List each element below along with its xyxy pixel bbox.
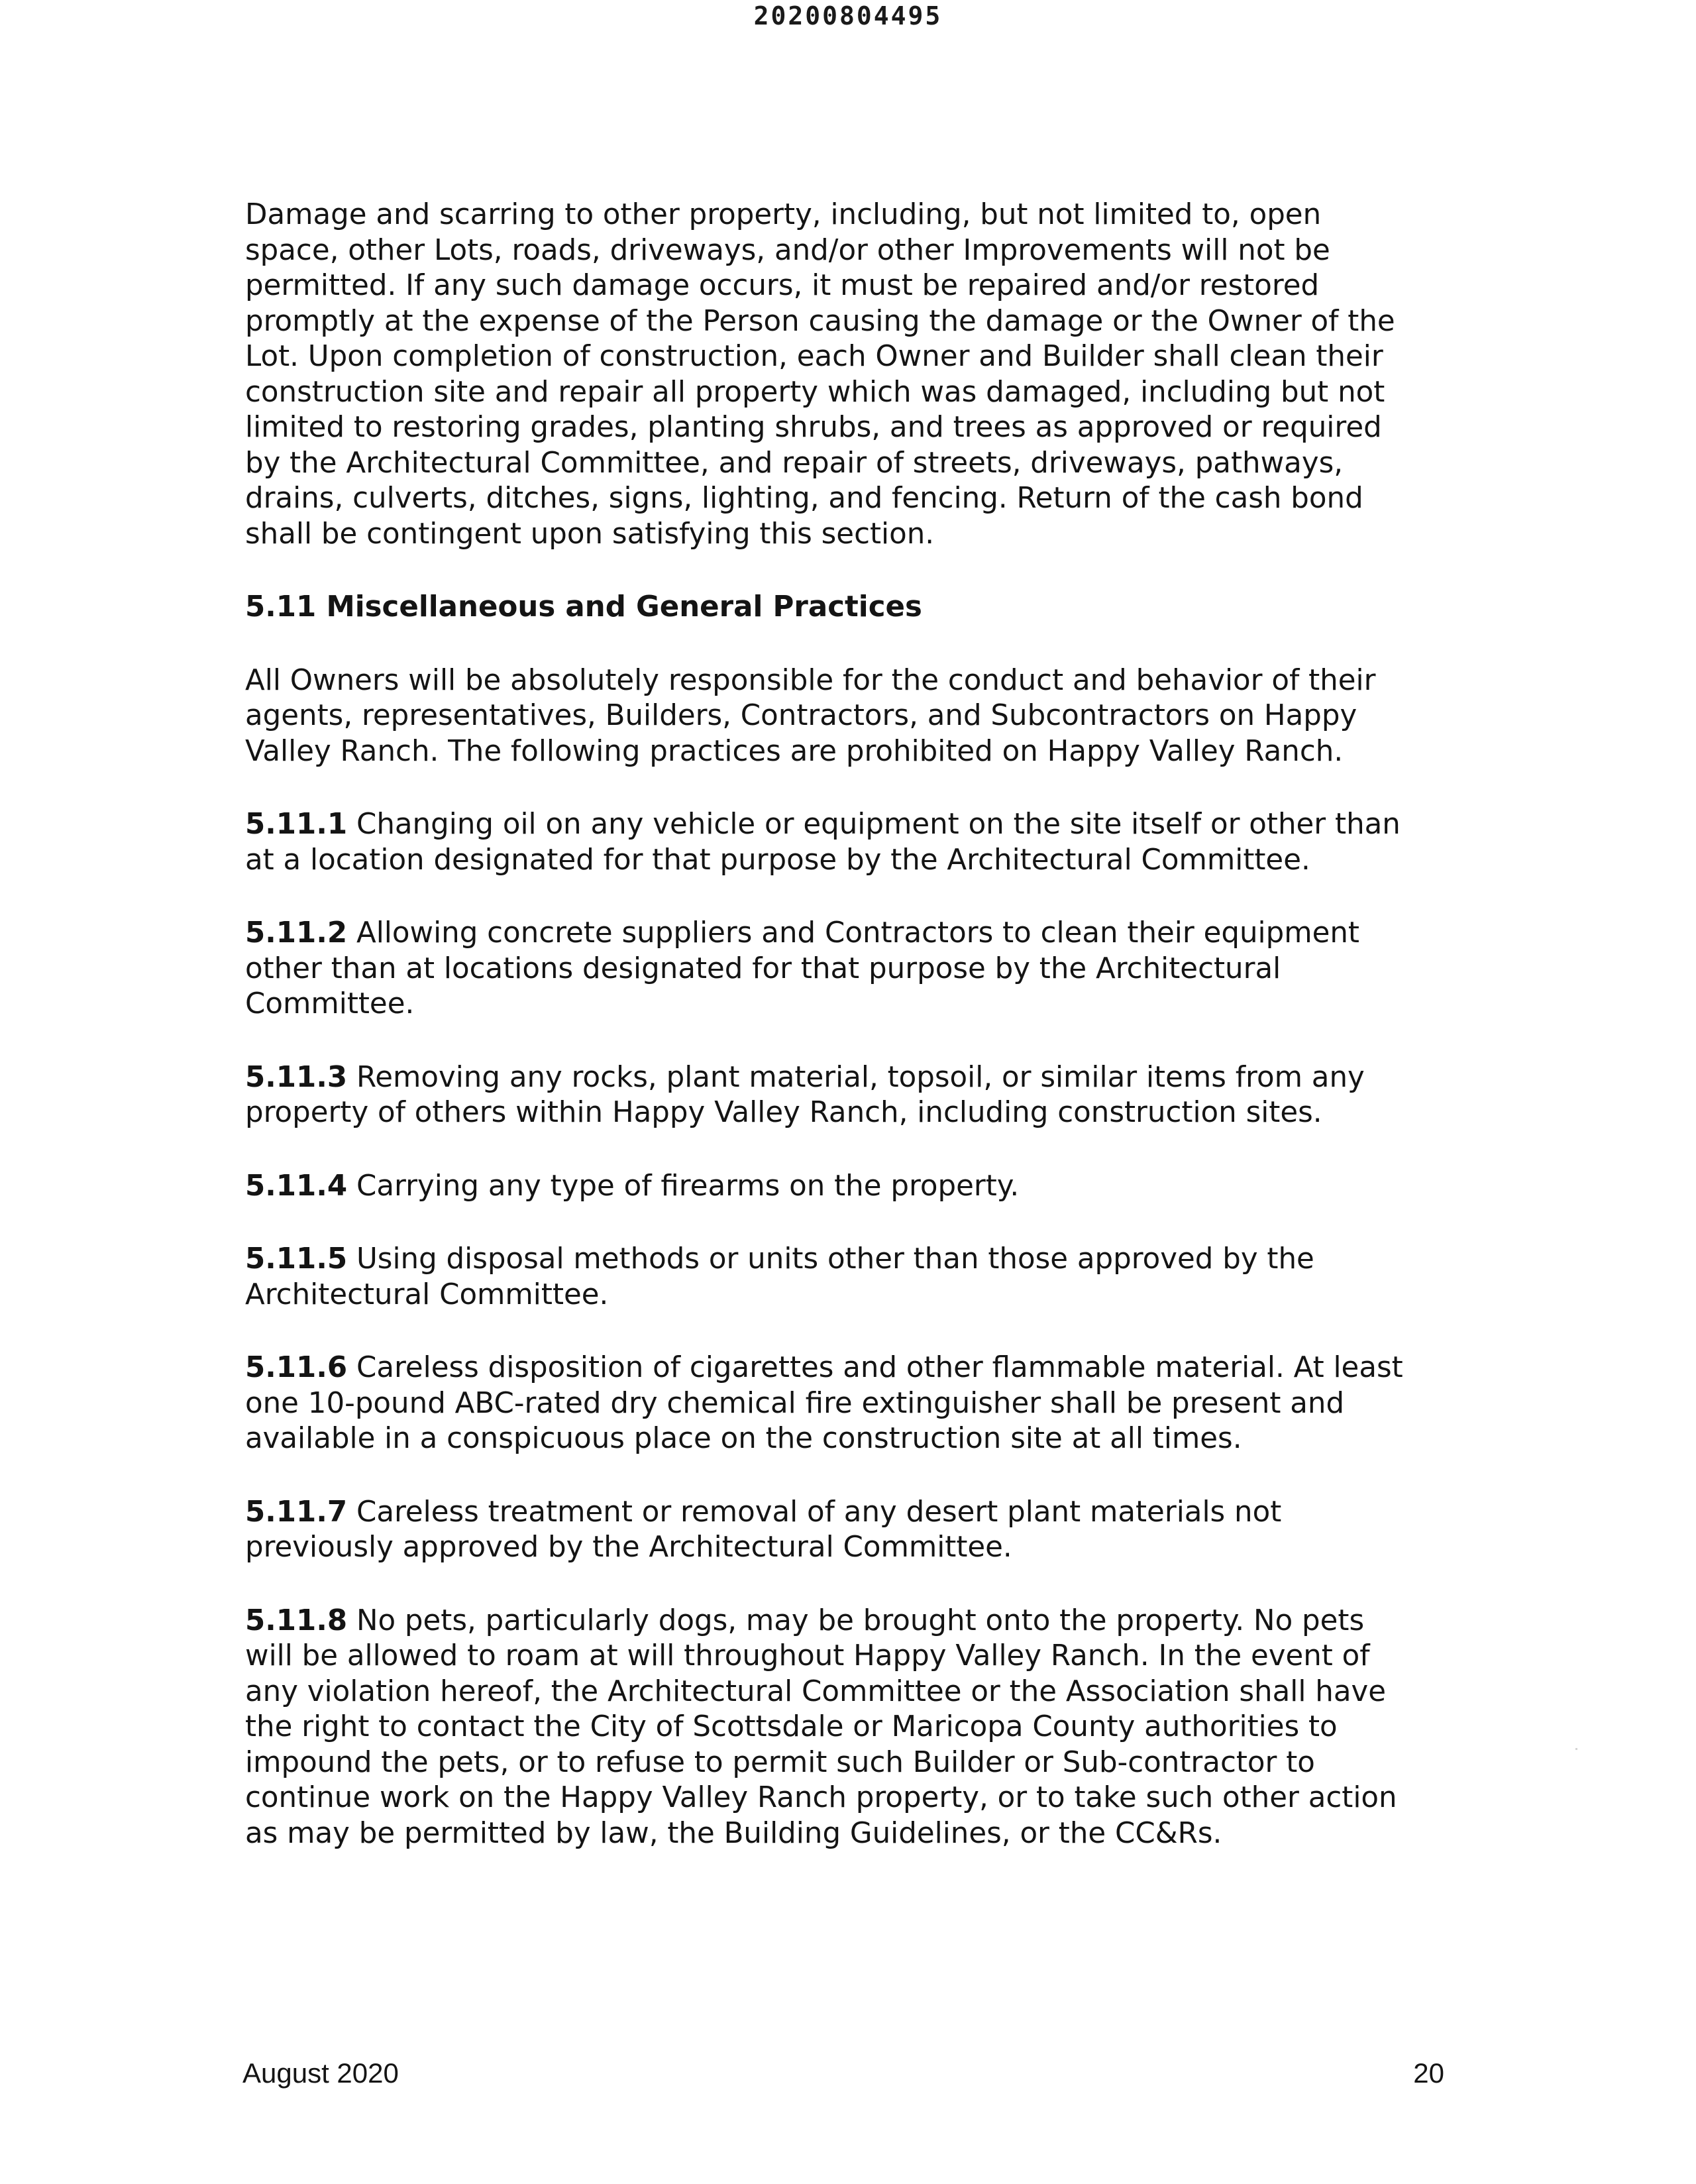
- page-number: 20: [1413, 2057, 1444, 2089]
- item-text: Careless treatment or removal of any desert plant materials not previously approved by the Architectural Committee.: [245, 1495, 1282, 1564]
- list-item: [245, 1242, 1438, 1313]
- item-number: 5.11.3: [245, 1060, 348, 1094]
- item-text: Removing any rocks, plant material, topsoil, or similar items from any property of others within Happy Valley Ranch, including construction sites.: [245, 1060, 1365, 1129]
- list-item: [245, 1060, 1438, 1131]
- section-heading: 5.11 Miscellaneous and General Practices: [245, 590, 922, 624]
- footer-date: August 2020: [242, 2057, 399, 2089]
- item-number: 5.11.2: [245, 916, 348, 950]
- item-number: 5.11.8: [245, 1604, 348, 1637]
- item-number: 5.11.4: [245, 1169, 348, 1203]
- item-text: Carrying any type of firearms on the property.: [347, 1169, 1020, 1203]
- list-item: [245, 807, 1438, 878]
- item-number: 5.11.1: [245, 808, 348, 841]
- item-number: 5.11.7: [245, 1495, 348, 1529]
- recording-number: 20200804495: [753, 1, 943, 30]
- item-text: Allowing concrete suppliers and Contractors to clean their equipment other than at locations designated for that purpose by the Architectural Committee.: [245, 916, 1359, 1020]
- document-body: [245, 197, 1438, 1889]
- list-item: [245, 1169, 1438, 1205]
- item-text: No pets, particularly dogs, may be brought onto the property. No pets will be allowed to roam at will throughout Happy Valley Ranch. In the event of any violation hereof, the Architectural Committee or the Association shall have the right to contact the City of Scottsdale or Maricopa County authorities to impound the pets, or to refuse to permit such Builder or Sub-contractor to continue work on the Happy Valley Ranch property, or to take such other action as may be permitted by law, the Building Guidelines, or the CC&Rs.: [245, 1604, 1397, 1850]
- item-number: 5.11.5: [245, 1242, 348, 1276]
- section-intro-paragraph: All Owners will be absolutely responsible for the conduct and behavior of their agents, representatives, Builders, Contractors, and Subcontractors on Happy Valley Ranch. The following practices are prohibited on Happy Valley Ranch.: [245, 663, 1376, 768]
- damage-paragraph: Damage and scarring to other property, including, but not limited to, open space, other Lots, roads, driveways, and/or other Improvements will not be permitted. If any such damage occurs, it must be repaired and/or restored promptly at the expense of the Person causing the damage or the Owner of the Lot. Upon completion of construction, each Owner and Builder shall clean their construction site and repair all property which was damaged, including but not limited to restoring grades, planting shrubs, and trees as approved or required by the Architectural Committee, and repair of streets, driveways, pathways, drains, culverts, ditches, signs, lighting, and fencing. Return of the cash bond shall be contingent upon satisfying this section.: [245, 198, 1395, 551]
- item-text: Careless disposition of cigarettes and other flammable material. At least one 10-pound ABC-rated dry chemical fire extinguisher shall be present and available in a conspicuous place on the construction site at all times.: [245, 1351, 1403, 1455]
- list-item: [245, 1604, 1438, 1852]
- list-item: [245, 916, 1438, 1022]
- item-number: 5.11.6: [245, 1351, 348, 1384]
- item-text: Changing oil on any vehicle or equipment on the site itself or other than at a location designated for that purpose by the Architectural Committee.: [245, 808, 1401, 877]
- list-item: [245, 1350, 1438, 1457]
- list-item: [245, 1495, 1438, 1566]
- item-text: Using disposal methods or units other than those approved by the Architectural Committee.: [245, 1242, 1314, 1311]
- scan-speck: [1575, 1748, 1577, 1750]
